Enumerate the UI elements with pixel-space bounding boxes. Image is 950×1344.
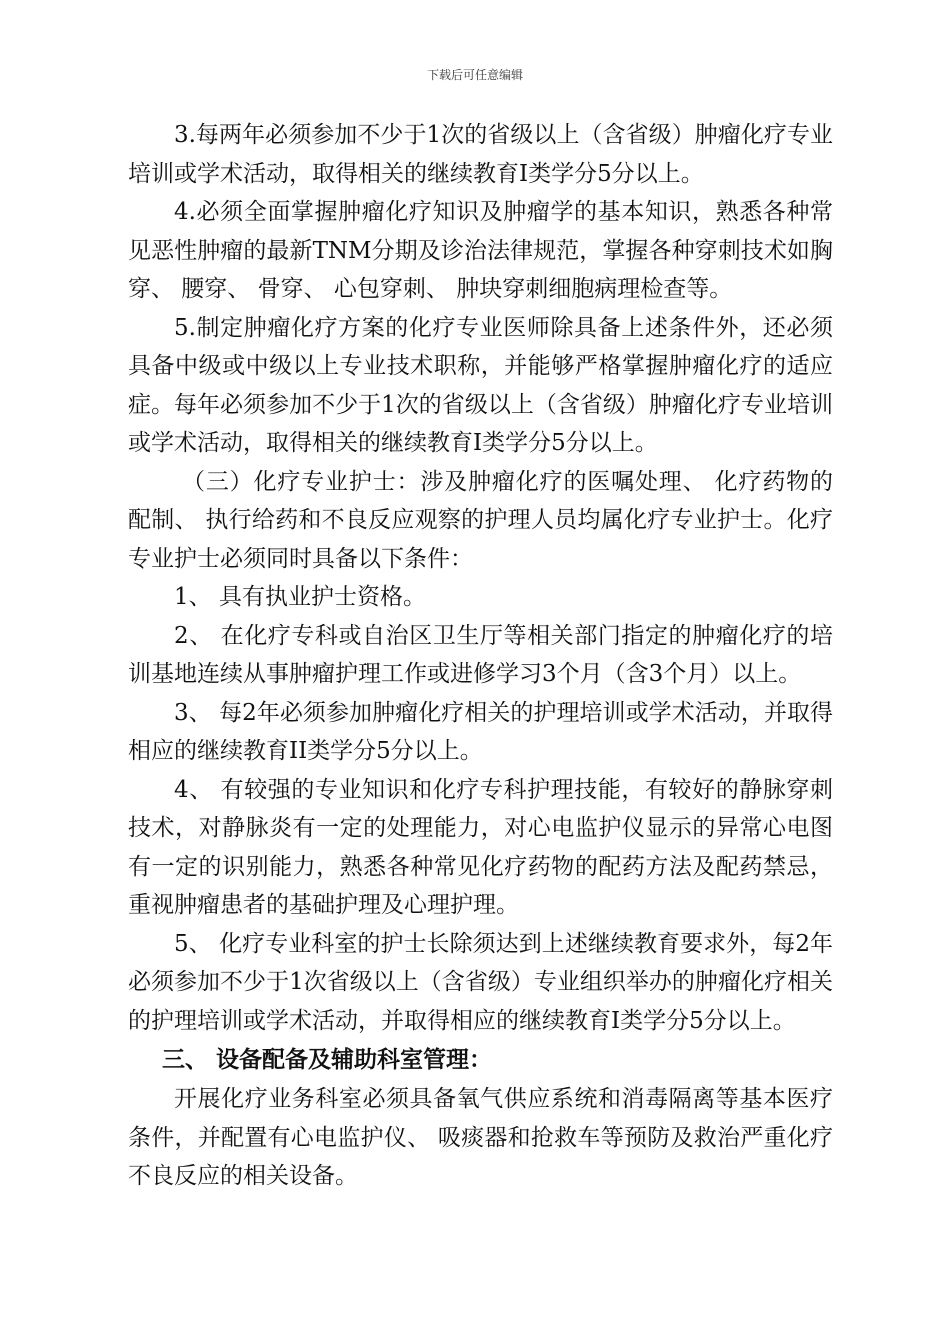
paragraph-nurse-3: 3、 每2年必须参加肿瘤化疗相关的护理培训或学术活动，并取得相应的继续教育II类学分5分以上。 (128, 699, 833, 764)
paragraph-item-4: 4.必须全面掌握肿瘤化疗知识及肿瘤学的基本知识，熟悉各种常见恶性肿瘤的最新TNM分期及诊治法律规范，掌握各种穿刺技术如胸穿、 腰穿、 骨穿、 心包穿刺、 肿块穿刺细胞病理检查等。 (128, 199, 833, 302)
section-heading: 三、 设备配备及辅助科室管理： (162, 1047, 493, 1073)
paragraph-item-5: 5.制定肿瘤化疗方案的化疗专业医师除具备上述条件外，还必须具备中级或中级以上专业技术职称，并能够严格掌握肿瘤化疗的适应症。每年必须参加不少于1次的省级以上（含省级）肿瘤化疗专业培训或学术活动，取得相关的继续教育I类学分5分以上。 (128, 314, 833, 456)
page-header: 下载后可任意编辑 (426, 68, 523, 82)
paragraph-equipment: 开展化疗业务科室必须具备氧气供应系统和消毒隔离等基本医疗条件，并配置有心电监护仪、 吸痰器和抢救车等预防及救治严重化疗不良反应的相关设备。 (128, 1086, 833, 1189)
document-body (128, 116, 833, 1196)
paragraph-nurse-5: 5、 化疗专业科室的护士长除须达到上述继续教育要求外，每2年必须参加不少于1次省级以上（含省级）专业组织举办的肿瘤化疗相关的护理培训或学术活动，并取得相应的继续教育I类学分5分以上。 (128, 930, 833, 1034)
paragraph-nurse-section: （三）化疗专业护士：涉及肿瘤化疗的医嘱处理、 化疗药物的配制、 执行给药和不良反应观察的护理人员均属化疗专业护士。化疗专业护士必须同时具备以下条件： (128, 468, 833, 572)
paragraph-nurse-2: 2、 在化疗专科或自治区卫生厅等相关部门指定的肿瘤化疗的培训基地连续从事肿瘤护理工作或进修学习3个月（含3个月）以上。 (128, 622, 833, 687)
paragraph-nurse-4: 4、 有较强的专业知识和化疗专科护理技能，有较好的静脉穿刺技术，对静脉炎有一定的处理能力，对心电监护仪显示的异常心电图有一定的识别能力，熟悉各种常见化疗药物的配药方法及配药禁忌，重视肿瘤患者的基础护理及心理护理。 (128, 776, 833, 918)
paragraph-item-3: 3.每两年必须参加不少于1次的省级以上（含省级）肿瘤化疗专业培训或学术活动，取得相关的继续教育I类学分5分以上。 (128, 122, 833, 187)
paragraph-nurse-1: 1、 具有执业护士资格。 (174, 584, 426, 610)
